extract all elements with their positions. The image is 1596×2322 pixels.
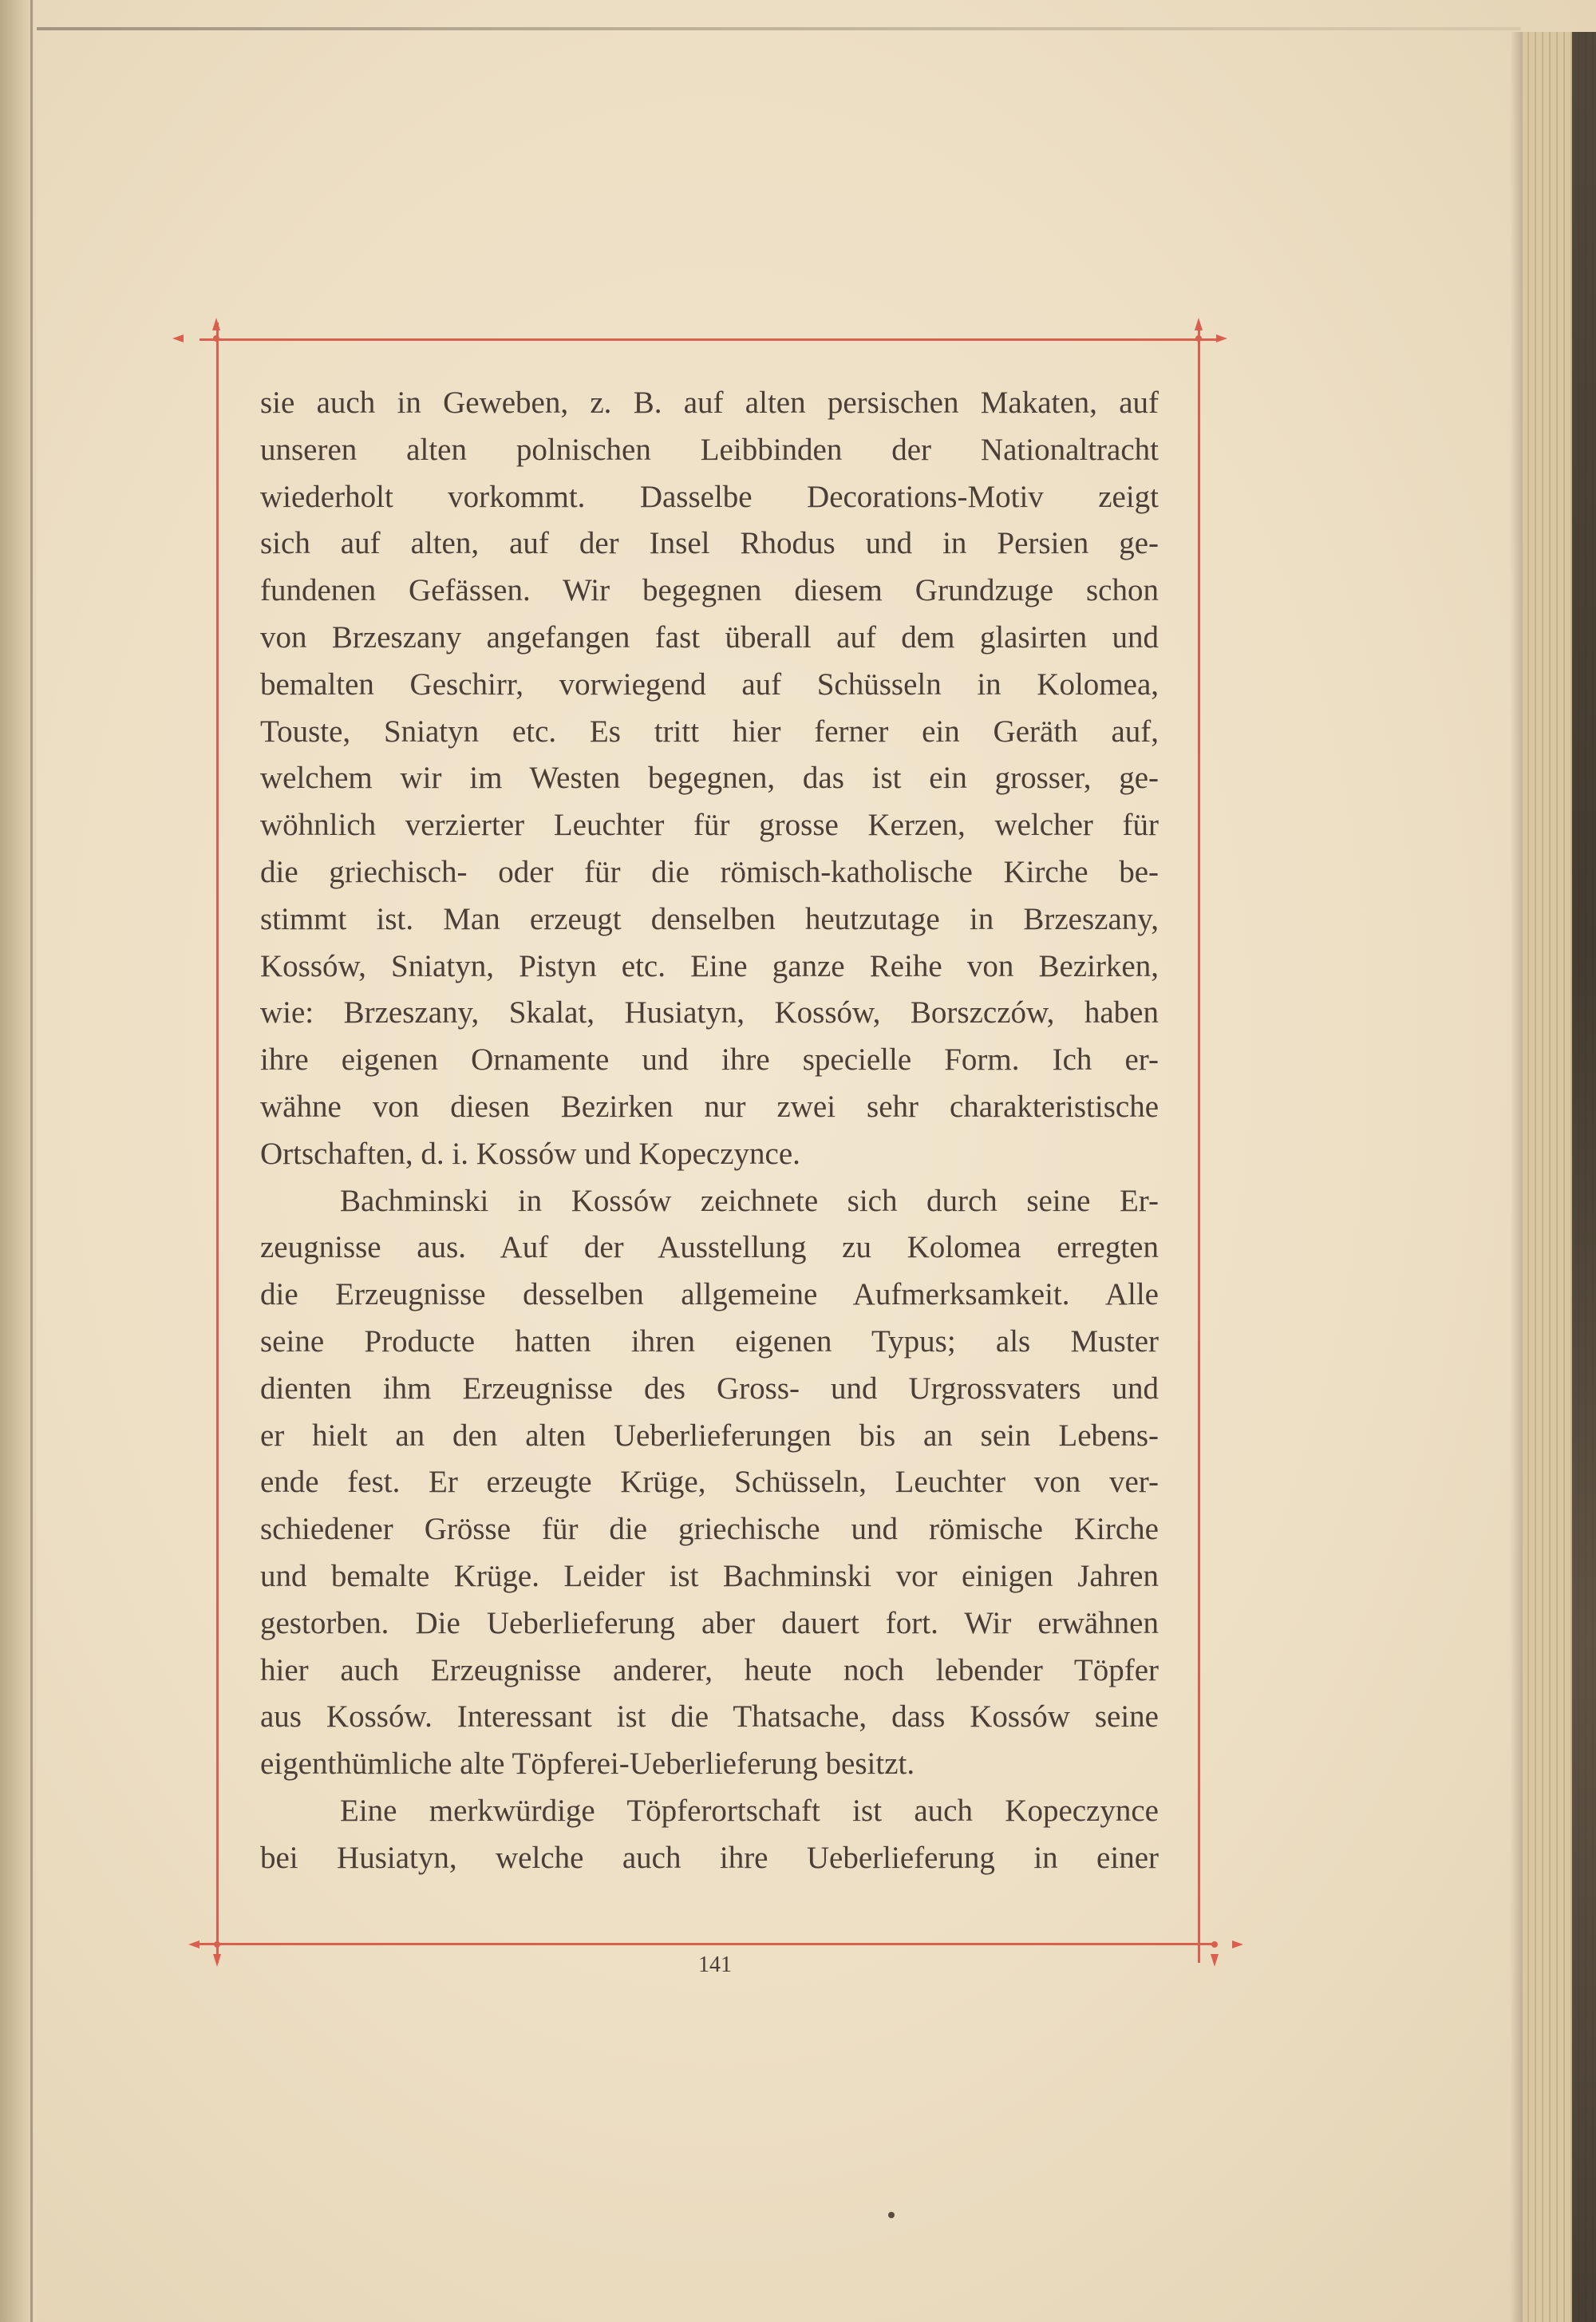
text-line: wöhnlich verzierter Leuchter für grosse Kerzen, welcher für (260, 808, 1159, 843)
frame-top-rule (200, 338, 1216, 341)
text-line: hier auch Erzeugnisse anderer, heute noch lebender Töpfer (260, 1652, 1159, 1687)
text-line: ihre eigenen Ornamente und ihre specielle Form. Ich er- (260, 1042, 1159, 1078)
paper-speck (888, 2212, 895, 2218)
page-edge-shadow (1510, 32, 1523, 2322)
text-line: wiederholt vorkommt. Dasselbe Decorations-Motiv zeigt (260, 479, 1159, 514)
top-page-edge (37, 27, 1521, 30)
text-line: von Brzeszany angefangen fast überall auf dem glasirten und (260, 619, 1159, 655)
text-line: unseren alten polnischen Leibbinden der Nationaltracht (260, 432, 1159, 467)
page-number: 141 (698, 1952, 732, 1977)
text-line: sie auch in Geweben, z. B. auf alten persischen Makaten, auf (260, 386, 1159, 420)
text-line: Eine merkwürdige Töpferortschaft ist auch Kopeczynce (340, 1793, 1159, 1828)
text-line: eigenthümliche alte Töpferei-Ueberlieferung besitzt. (260, 1746, 915, 1782)
paragraph-2 (260, 1178, 1159, 1788)
frame-corner-ornament-bottom-left-icon (185, 1913, 249, 1976)
text-line: fundenen Gefässen. Wir begegnen diesem Grundzuge schon (260, 573, 1159, 608)
text-line: Touste, Sniatyn etc. Es tritt hier ferner ein Geräth auf, (260, 714, 1159, 749)
text-line: bemalten Geschirr, vorwiegend auf Schüsseln in Kolomea, (260, 667, 1159, 702)
frame-left-rule (216, 322, 219, 1963)
text-line: welchem wir im Westen begegnen, das ist ein grosser, ge- (260, 761, 1159, 796)
frame-corner-ornament-top-right-icon (1167, 303, 1231, 367)
text-line: die Erzeugnisse desselben allgemeine Aufmerksamkeit. Alle (260, 1277, 1159, 1312)
frame-corner-ornament-bottom-right-icon (1183, 1913, 1246, 1976)
text-line: zeugnisse aus. Auf der Ausstellung zu Kolomea erregten (260, 1230, 1159, 1265)
text-line: Ortschaften, d. i. Kossów und Kopeczynce. (260, 1136, 800, 1171)
text-line: ende fest. Er erzeugte Krüge, Schüsseln, Leuchter von ver- (260, 1465, 1159, 1500)
text-line: er hielt an den alten Ueberlieferungen bis an sein Lebens- (260, 1418, 1159, 1453)
text-line: bei Husiatyn, welche auch ihre Ueberlieferung in einer (260, 1840, 1159, 1875)
text-line: stimmt ist. Man erzeugt denselben heutzutage in Brzeszany, (260, 901, 1159, 936)
text-line: aus Kossów. Interessant ist die Thatsache, dass Kossów seine (260, 1699, 1159, 1735)
text-line: Bachminski in Kossów zeichnete sich durch seine Er- (340, 1183, 1159, 1218)
text-line: Kossów, Sniatyn, Pistyn etc. Eine ganze Reihe von Bezirken, (260, 948, 1159, 983)
frame-right-rule (1198, 322, 1200, 1963)
frame-bottom-rule (200, 1943, 1216, 1945)
book-cover-edge (1572, 32, 1596, 2322)
text-line: dienten ihm Erzeugnisse des Gross- und Urgrossvaters und (260, 1371, 1159, 1406)
text-line: wie: Brzeszany, Skalat, Husiatyn, Kossów, Borszczów, haben (260, 995, 1159, 1030)
body-text (260, 380, 1159, 1882)
paragraph-3 (260, 1788, 1159, 1882)
text-line: sich auf alten, auf der Insel Rhodus und in Persien ge- (260, 526, 1159, 561)
text-line: die griechisch- oder für die römisch-katholische Kirche be- (260, 854, 1159, 889)
gutter-fold-line (30, 0, 33, 2322)
paragraph-1 (260, 380, 1159, 1178)
text-line: gestorben. Die Ueberlieferung aber dauert fort. Wir erwähnen (260, 1605, 1159, 1640)
frame-corner-ornament-top-left-icon (169, 303, 233, 367)
text-line: wähne von diesen Bezirken nur zwei sehr charakteristische (260, 1089, 1159, 1124)
text-line: schiedener Grösse für die griechische und römische Kirche (260, 1512, 1159, 1547)
text-line: und bemalte Krüge. Leider ist Bachminski vor einigen Jahren (260, 1558, 1159, 1593)
text-line: seine Producte hatten ihren eigenen Typus; als Muster (260, 1323, 1159, 1359)
